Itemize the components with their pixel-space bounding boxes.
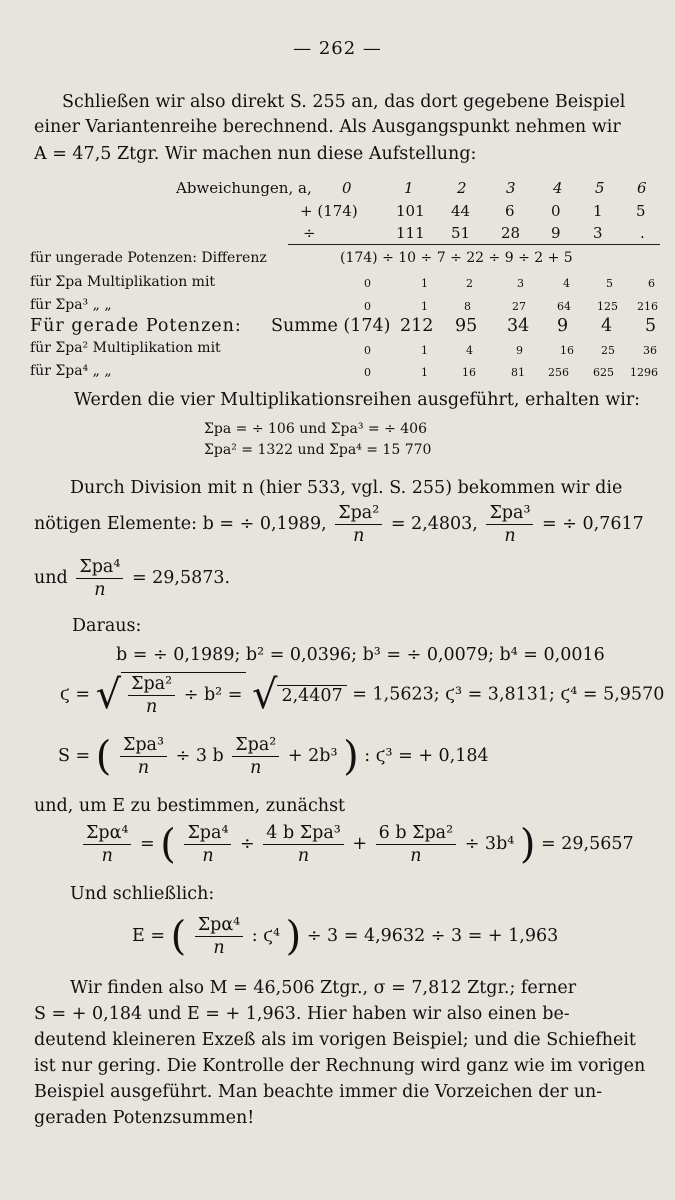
mult-pa3-6: 216 bbox=[637, 300, 658, 313]
mult-pa3-label: für Σpa³ „ „ bbox=[30, 297, 112, 313]
minus-3: 28 bbox=[501, 224, 521, 242]
table-rule bbox=[288, 244, 660, 245]
E4-tail: ÷ 3b⁴ bbox=[464, 834, 515, 854]
plus-5: 1 bbox=[593, 202, 603, 220]
intro-line-1: Schließen wir also direkt S. 255 an, das dort gegebene Beispiel bbox=[62, 92, 626, 112]
deviations-label: Abweichungen, a, bbox=[176, 179, 312, 197]
after-table-line: Werden die vier Multiplikationsreihen ausgeführt, erhalten wir: bbox=[74, 390, 641, 410]
E4-eq: = bbox=[140, 834, 155, 854]
dev-5: 5 bbox=[595, 179, 605, 197]
even-sum-label: Summe (174) bbox=[271, 316, 391, 336]
dev-2: 2 bbox=[457, 179, 467, 197]
mult-pa4-1: 1 bbox=[421, 366, 428, 379]
dev-3: 3 bbox=[506, 179, 516, 197]
E4-op1: ÷ bbox=[240, 834, 255, 854]
mult-pa4-3: 81 bbox=[511, 366, 525, 379]
minus-5: 3 bbox=[593, 224, 603, 242]
plus-row-label: + (174) bbox=[300, 202, 358, 220]
paren-close-2: ) bbox=[519, 821, 536, 868]
even-6: 5 bbox=[645, 316, 657, 336]
schliesslich-line: Und schließlich: bbox=[70, 884, 215, 904]
division-lead: nötigen Elemente: b = ÷ 0,1989, bbox=[34, 514, 327, 534]
S-result: : ϛ³ = + 0,184 bbox=[364, 746, 489, 766]
E-inner: : ϛ⁴ bbox=[251, 926, 281, 946]
division-line-1: Durch Division mit n (hier 533, vgl. S. 255) bekommen wir die bbox=[70, 478, 623, 498]
value-pa4-n: = 29,5873. bbox=[131, 568, 231, 588]
fraction-pa3-n: $\frac{\text{Σpa³}}{n}$ bbox=[486, 502, 533, 547]
minus-4: 9 bbox=[551, 224, 561, 242]
mult-pa2-2: 4 bbox=[466, 344, 473, 357]
fraction-E4-left: $\frac{\text{Σpα⁴}}{n}$ bbox=[83, 822, 131, 867]
plus-1: 101 bbox=[396, 202, 425, 220]
sums-row-2: Σpa² = 1322 und Σpa⁴ = 15 770 bbox=[204, 442, 432, 458]
mult-pa3-4: 64 bbox=[557, 300, 571, 313]
mult-pa-5: 5 bbox=[606, 277, 613, 290]
powers-line: b = ÷ 0,1989; b² = 0,0396; b³ = ÷ 0,0079; b⁴ = 0,0016 bbox=[116, 645, 605, 665]
und-word: und bbox=[34, 568, 68, 588]
even-3: 34 bbox=[507, 316, 530, 336]
paren-close-3: ) bbox=[285, 913, 302, 960]
minus-2: 51 bbox=[451, 224, 471, 242]
fraction-S-2: $\frac{\text{Σpa²}}{n}$ bbox=[232, 734, 279, 779]
rho-radicand: 2,4407 bbox=[277, 685, 346, 706]
rho-formula bbox=[60, 672, 664, 718]
mult-pa3-3: 27 bbox=[512, 300, 526, 313]
even-powers-label: Für gerade Potenzen: bbox=[30, 316, 242, 336]
excess-formula bbox=[132, 914, 558, 959]
plus-6: 5 bbox=[636, 202, 646, 220]
conclusion-line-5: Beispiel ausgeführt. Man beachte immer die Vorzeichen der un- bbox=[34, 1082, 603, 1102]
paren-open-3: ( bbox=[170, 913, 187, 960]
value-pa2-n: = 2,4803, bbox=[390, 514, 478, 534]
intro-line-3: A = 47,5 Ztgr. Wir machen nun diese Aufstellung: bbox=[34, 144, 477, 164]
dev-6: 6 bbox=[637, 179, 647, 197]
rho-radical-1 bbox=[121, 672, 246, 718]
even-5: 4 bbox=[601, 316, 613, 336]
dev-4: 4 bbox=[553, 179, 563, 197]
intro-line-2: einer Variantenreihe berechnend. Als Ausgangspunkt nehmen wir bbox=[34, 117, 621, 137]
S-tail: + 2b³ bbox=[287, 746, 338, 766]
conclusion-line-1: Wir finden also M = 46,506 Ztgr., σ = 7,812 Ztgr.; ferner bbox=[70, 978, 577, 998]
und-E-line: und, um E zu bestimmen, zunächst bbox=[34, 796, 346, 816]
mult-pa2-5: 25 bbox=[601, 344, 615, 357]
division-line-2 bbox=[34, 502, 644, 547]
mult-pa-4: 4 bbox=[563, 277, 570, 290]
mult-pa-2: 2 bbox=[466, 277, 473, 290]
E-result: ÷ 3 = 4,9632 ÷ 3 = + 1,963 bbox=[306, 926, 559, 946]
mult-pa2-4: 16 bbox=[560, 344, 574, 357]
mult-pa3-1: 1 bbox=[421, 300, 428, 313]
even-4: 9 bbox=[557, 316, 569, 336]
mult-pa2-6: 36 bbox=[643, 344, 657, 357]
mult-pa3-5: 125 bbox=[597, 300, 618, 313]
fraction-E4-b: $\frac{\text{4 b Σpa³}}{n}$ bbox=[263, 822, 344, 867]
division-line-3 bbox=[34, 556, 230, 601]
fraction-E: $\frac{\text{Σpα⁴}}{n}$ bbox=[195, 914, 243, 959]
mult-pa4-2: 16 bbox=[462, 366, 476, 379]
rho-lead: ϛ = bbox=[60, 684, 91, 705]
plus-4: 0 bbox=[551, 202, 561, 220]
fraction-pa2-n: $\frac{\text{Σpa²}}{n}$ bbox=[335, 502, 382, 547]
fraction-E4-a: $\frac{\text{Σpa⁴}}{n}$ bbox=[184, 822, 231, 867]
sqrt-sign-2: √ bbox=[251, 672, 278, 718]
conclusion-line-4: ist nur gering. Die Kontrolle der Rechnung wird ganz wie im vorigen bbox=[34, 1056, 646, 1076]
mult-pa3-2: 8 bbox=[464, 300, 471, 313]
rho-minus-b2: ÷ b² = bbox=[183, 685, 243, 705]
conclusion-line-2: S = + 0,184 und E = + 1,963. Hier haben wir also einen be- bbox=[34, 1004, 570, 1024]
mult-pa4-0: 0 bbox=[364, 366, 371, 379]
mult-pa2-label: für Σpa² Multiplikation mit bbox=[30, 340, 221, 356]
S-lead: S = bbox=[58, 746, 91, 766]
paren-close: ) bbox=[343, 733, 359, 780]
skewness-formula bbox=[58, 734, 489, 779]
mult-pa-1: 1 bbox=[421, 277, 428, 290]
mult-pa-0: 0 bbox=[364, 277, 371, 290]
fraction-pa4-n: $\frac{\text{Σpa⁴}}{n}$ bbox=[76, 556, 123, 601]
mult-pa4-6: 1296 bbox=[630, 366, 658, 379]
plus-2: 44 bbox=[451, 202, 471, 220]
daraus-label: Daraus: bbox=[72, 616, 142, 636]
minus-1: 111 bbox=[396, 224, 425, 242]
mult-pa4-5: 625 bbox=[593, 366, 614, 379]
page-number: — 262 — bbox=[293, 38, 382, 59]
excess-moment-formula bbox=[80, 822, 634, 867]
E4-result: = 29,5657 bbox=[541, 834, 634, 854]
plus-3: 6 bbox=[505, 202, 515, 220]
fraction-E4-c: $\frac{\text{6 b Σpa²}}{n}$ bbox=[376, 822, 457, 867]
value-pa3-n: = ÷ 0,7617 bbox=[542, 514, 644, 534]
sums-row-1: Σpa = ÷ 106 und Σpa³ = ÷ 406 bbox=[204, 421, 427, 437]
fraction-rho: $\frac{\text{Σpa²}}{n}$ bbox=[128, 673, 175, 718]
mult-pa2-3: 9 bbox=[516, 344, 523, 357]
rho-rest: = 1,5623; ϛ³ = 3,8131; ϛ⁴ = 5,9570 bbox=[352, 684, 665, 705]
E-lead: E = bbox=[132, 926, 166, 946]
mult-pa2-0: 0 bbox=[364, 344, 371, 357]
dev-1: 1 bbox=[404, 179, 414, 197]
mult-pa4-label: für Σpa⁴ „ „ bbox=[30, 363, 112, 379]
conclusion-line-6: geraden Potenzsummen! bbox=[34, 1108, 255, 1128]
minus-row-label: ÷ bbox=[303, 224, 316, 242]
mult-pa3-0: 0 bbox=[364, 300, 371, 313]
mult-pa4-4: 256 bbox=[548, 366, 569, 379]
mult-pa2-1: 1 bbox=[421, 344, 428, 357]
even-1: 212 bbox=[400, 316, 434, 336]
paren-open: ( bbox=[95, 733, 112, 780]
mult-pa-label: für Σpa Multiplikation mit bbox=[30, 274, 216, 290]
S-mid: ÷ 3 b bbox=[175, 746, 224, 766]
conclusion-line-3: deutend kleineren Exzeß als im vorigen Beispiel; und die Schiefheit bbox=[34, 1030, 636, 1050]
minus-6: . bbox=[640, 224, 645, 242]
E4-op2: + bbox=[352, 834, 368, 854]
fraction-S-1: $\frac{\text{Σpa³}}{n}$ bbox=[120, 734, 167, 779]
dev-0: 0 bbox=[342, 179, 352, 197]
paren-open-2: ( bbox=[160, 821, 176, 868]
mult-pa-3: 3 bbox=[517, 277, 524, 290]
odd-powers-label: für ungerade Potenzen: Differenz bbox=[30, 250, 267, 266]
odd-powers-values: (174) ÷ 10 ÷ 7 ÷ 22 ÷ 9 ÷ 2 + 5 bbox=[340, 250, 573, 266]
even-2: 95 bbox=[455, 316, 478, 336]
mult-pa-6: 6 bbox=[648, 277, 655, 290]
sqrt-sign-1: √ bbox=[95, 672, 122, 718]
